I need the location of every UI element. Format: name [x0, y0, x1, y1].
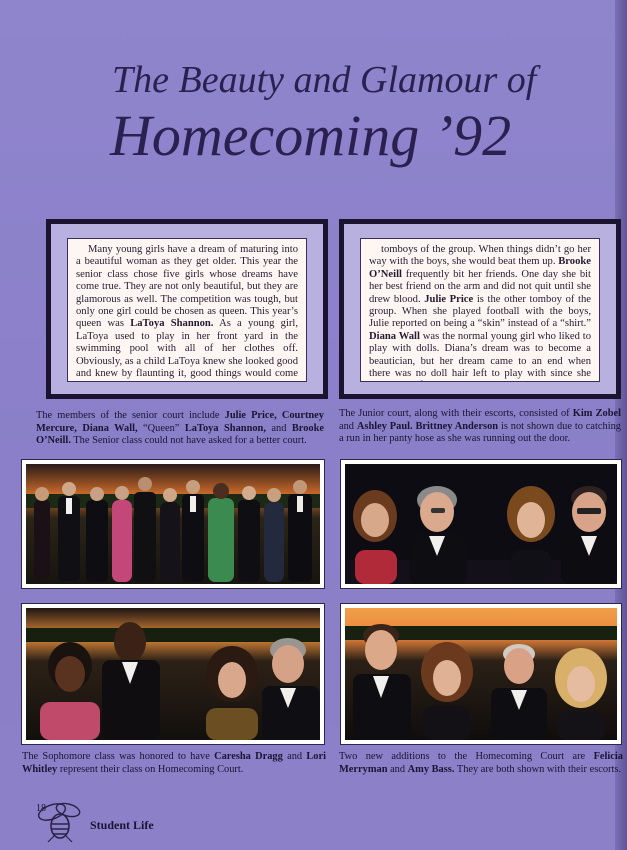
text-run: is not shown due to catching a run in her panty hose as she was running out the door. [339, 420, 621, 445]
bold-name: Brittney Anderson [415, 420, 499, 432]
text-run: frequently bit her friends. One day she bit her best friend on the arm and did not quit until she drew blood. [369, 268, 591, 305]
photo-sophomore-court-image [26, 608, 320, 740]
text-run: was the normal young girl who liked to play with dolls. Diana’s dream was to become a beautician, but her dream came to an end when there was no doll hair left to play with since she [369, 330, 591, 380]
bold-name: Kim Zobel [572, 408, 621, 419]
page-number: 18 [36, 803, 46, 814]
photo-sophomore-court [22, 604, 324, 744]
bold-name: Brooke O’Neill. [36, 422, 325, 447]
text-run: They are both shown with their escorts. [454, 763, 622, 775]
section-label: Student Life [90, 818, 154, 832]
story-paragraph [369, 244, 591, 382]
text-run: Two new additions to the Homecoming Court are [339, 751, 594, 762]
bold-name: LaToya Shannon, [184, 422, 266, 434]
caption-junior-court [339, 408, 621, 446]
story-text-right [360, 238, 600, 382]
text-run: and [282, 751, 307, 762]
bold-name: Julie Price [424, 293, 474, 305]
story-box-left [46, 219, 328, 399]
bold-name: Diana Wall [369, 330, 420, 342]
story-paragraph [76, 244, 298, 382]
text-run: tomboys of the group. When things didn’t go her way with the boys, she would beat them up. [369, 244, 591, 268]
text-run: and [265, 422, 292, 434]
text-run: “Queen” [137, 422, 185, 434]
photo-junior-court [341, 460, 621, 588]
caption-sophomore-court [22, 751, 326, 776]
text-run: represent their class on Homecoming Court. [57, 763, 244, 775]
story-box-right [339, 219, 621, 399]
photo-senior-court-image [26, 464, 320, 584]
text-run: As a young girl, LaToya used to play in her front yard in the swimming pool with all of her clothes off. Obviously, as a child LaToya knew she looked good and knew by flaunting it, good things would come [76, 318, 299, 380]
headline-line-2: Homecoming ’92 [110, 103, 512, 168]
bold-name: Ashley Paul. [356, 420, 413, 432]
bold-name: Lori Whitley [22, 751, 326, 775]
text-run: The Sophomore class was honored to have [22, 751, 215, 762]
text-run: Many young girls have a dream of maturing into a beautiful woman as they get older. This year the senior class chose five girls whose dreams have come true. They are not only beautiful, but they are glamorous as well. The competition was tough, but only one girl could be chosen as queen. This year’s queen was [76, 244, 298, 330]
headline-line-1: The Beauty and Glamour of [112, 59, 537, 101]
photo-junior-court-image [345, 464, 617, 584]
text-run: The members of the senior court include [36, 410, 225, 421]
bold-name: Julie Price, Courtney Mercure, Diana Wall, [36, 410, 324, 434]
bold-name: LaToya Shannon. [130, 318, 214, 330]
text-run: The Junior court, along with their escorts, consisted of [339, 408, 573, 419]
bold-name: Felicia Merryman [339, 751, 623, 775]
text-run: The Senior class could not have asked for a better court. [70, 435, 307, 447]
caption-senior-court [36, 410, 324, 448]
photo-senior-court [22, 460, 324, 588]
caption-freshman-court [339, 751, 623, 776]
text-run: is the other tomboy of the group. When she played football with the boys, Julie reported on being a “skin” instead of a “shirt.” [369, 293, 591, 330]
bold-name: Caresha Dragg [214, 751, 283, 762]
text-run: and [387, 763, 408, 775]
story-text-left [67, 238, 307, 382]
bold-name: Amy Bass. [407, 763, 455, 775]
bold-name: Brooke O’Neill [369, 256, 591, 280]
photo-freshman-court [341, 604, 621, 744]
text-run: and [339, 420, 357, 432]
photo-freshman-court-image [345, 608, 617, 740]
